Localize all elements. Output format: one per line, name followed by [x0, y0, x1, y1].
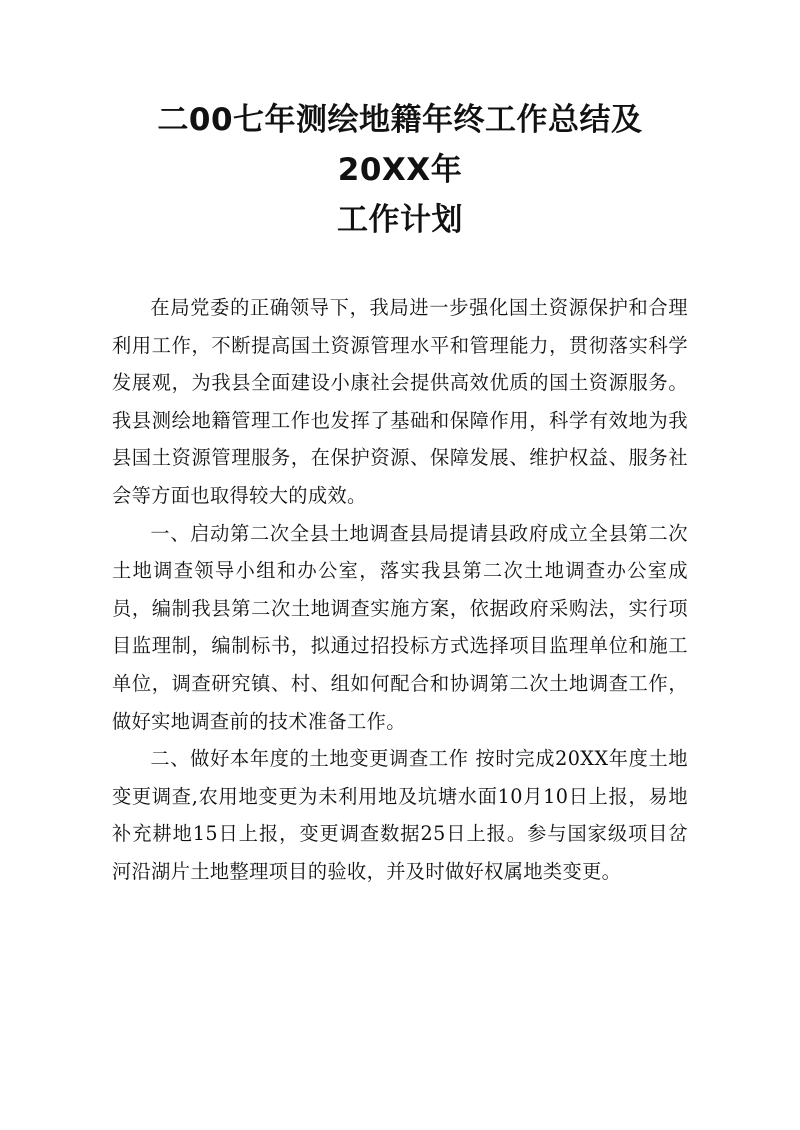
title-line-2: 工作计划: [337, 202, 463, 238]
title-line-1: 二00七年测绘地籍年终工作总结及20XX年: [157, 102, 643, 188]
paragraph-section-1: 一、启动第二次全县土地调查县局提请县政府成立全县第二次土地调查领导小组和办公室，落实我县第二次土地调查办公室成员，编制我县第二次土地调查实施方案，依据政府采购法，实行项目监理制，编制标书，拟通过招投标方式选择项目监理单位和施工单位，调查研究镇、村、组如何配合和协调第二次土地调查工作，做好实地调查前的技术准备工作。: [112, 521, 688, 733]
document-title: [112, 95, 688, 245]
document-body: [112, 289, 688, 891]
paragraph-intro: 在局党委的正确领导下，我局进一步强化国土资源保护和合理利用工作，不断提高国土资源管理水平和管理能力，贯彻落实科学发展观，为我县全面建设小康社会提供高效优质的国土资源服务。我县测绘地籍管理工作也发挥了基础和保障作用，科学有效地为我县国土资源管理服务，在保护资源、保障发展、维护权益、服务社会等方面也取得较大的成效。: [112, 296, 688, 507]
paragraph-section-2: 二、做好本年度的土地变更调查工作 按时完成20XX年度土地变更调查,农用地变更为未利用地及坑塘水面10月10日上报，易地补充耕地15日上报，变更调查数据25日上报。参与国家级项目岔河沿湖片土地整理项目的验收，并及时做好权属地类变更。: [112, 747, 688, 883]
